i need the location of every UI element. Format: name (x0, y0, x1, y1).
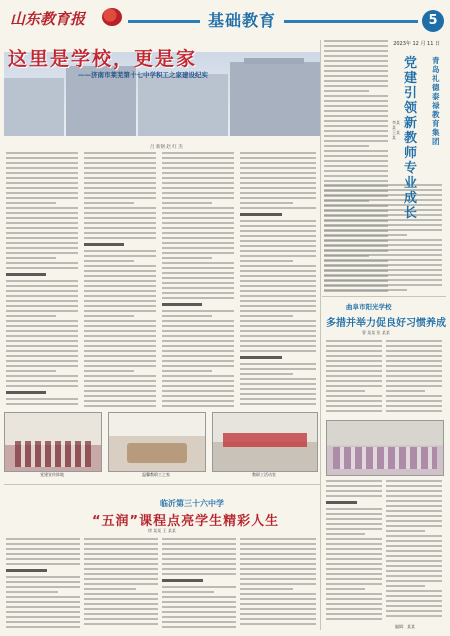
bottom-article-byline: 徐 某某 王 某某 (148, 528, 176, 533)
photo-caption-2: 温馨教职工之家 (142, 472, 170, 477)
text-column (326, 480, 382, 620)
logo-mark-icon (102, 8, 122, 26)
school2-name: 曲阜市阳光学校 (346, 303, 392, 311)
hero-subtitle: ——济南市莱芜第十七中学积工之家建设纪实 (78, 71, 208, 79)
text-column (162, 152, 234, 408)
text-column (240, 538, 316, 630)
text-column (324, 184, 442, 294)
issue-date: 2023年 12 月 11 日 (393, 41, 440, 47)
photo-caption-3: 教职工活动室 (252, 472, 276, 477)
text-column (6, 538, 80, 630)
paper-logo: 山东教育报 (10, 10, 86, 28)
text-column (84, 152, 156, 408)
photo-caption-1: 党建宣传阵地 (40, 472, 64, 477)
photo-staff-home (108, 412, 206, 472)
text-column (386, 480, 442, 620)
bottom-article-school: 临沂第三十六中学 (160, 499, 224, 508)
photo-students-performance (326, 420, 444, 476)
page-footer-editor: 编辑：某某 (395, 624, 415, 629)
right-article-institution: 青岛礼德泰禄教育集团 (432, 56, 440, 146)
hero-byline: 吕 新钢 赵 红 杰 (150, 145, 183, 150)
section-title: 基础教育 (200, 8, 284, 34)
text-column (84, 538, 158, 630)
right-article-author: 李某某 王某某 (392, 120, 400, 140)
right-article-headline: 党建引领新教师专业成长 (404, 56, 418, 221)
text-column (386, 340, 442, 418)
page-number-badge: 5 (422, 10, 444, 32)
text-column (6, 152, 78, 408)
school2-headline: 多措并举力促良好习惯养成 (326, 318, 446, 329)
text-column (326, 340, 382, 418)
photo-party-building (4, 412, 102, 472)
hero-title: 这里是学校，更是家 (8, 48, 198, 70)
text-column (240, 152, 316, 408)
text-column (162, 538, 236, 630)
bottom-article-headline: “五润”课程点亮学生精彩人生 (92, 514, 280, 529)
photo-activity-room (212, 412, 318, 472)
page-header (128, 10, 444, 32)
school2-byline: 曹 某某 张 某某 (362, 330, 390, 335)
